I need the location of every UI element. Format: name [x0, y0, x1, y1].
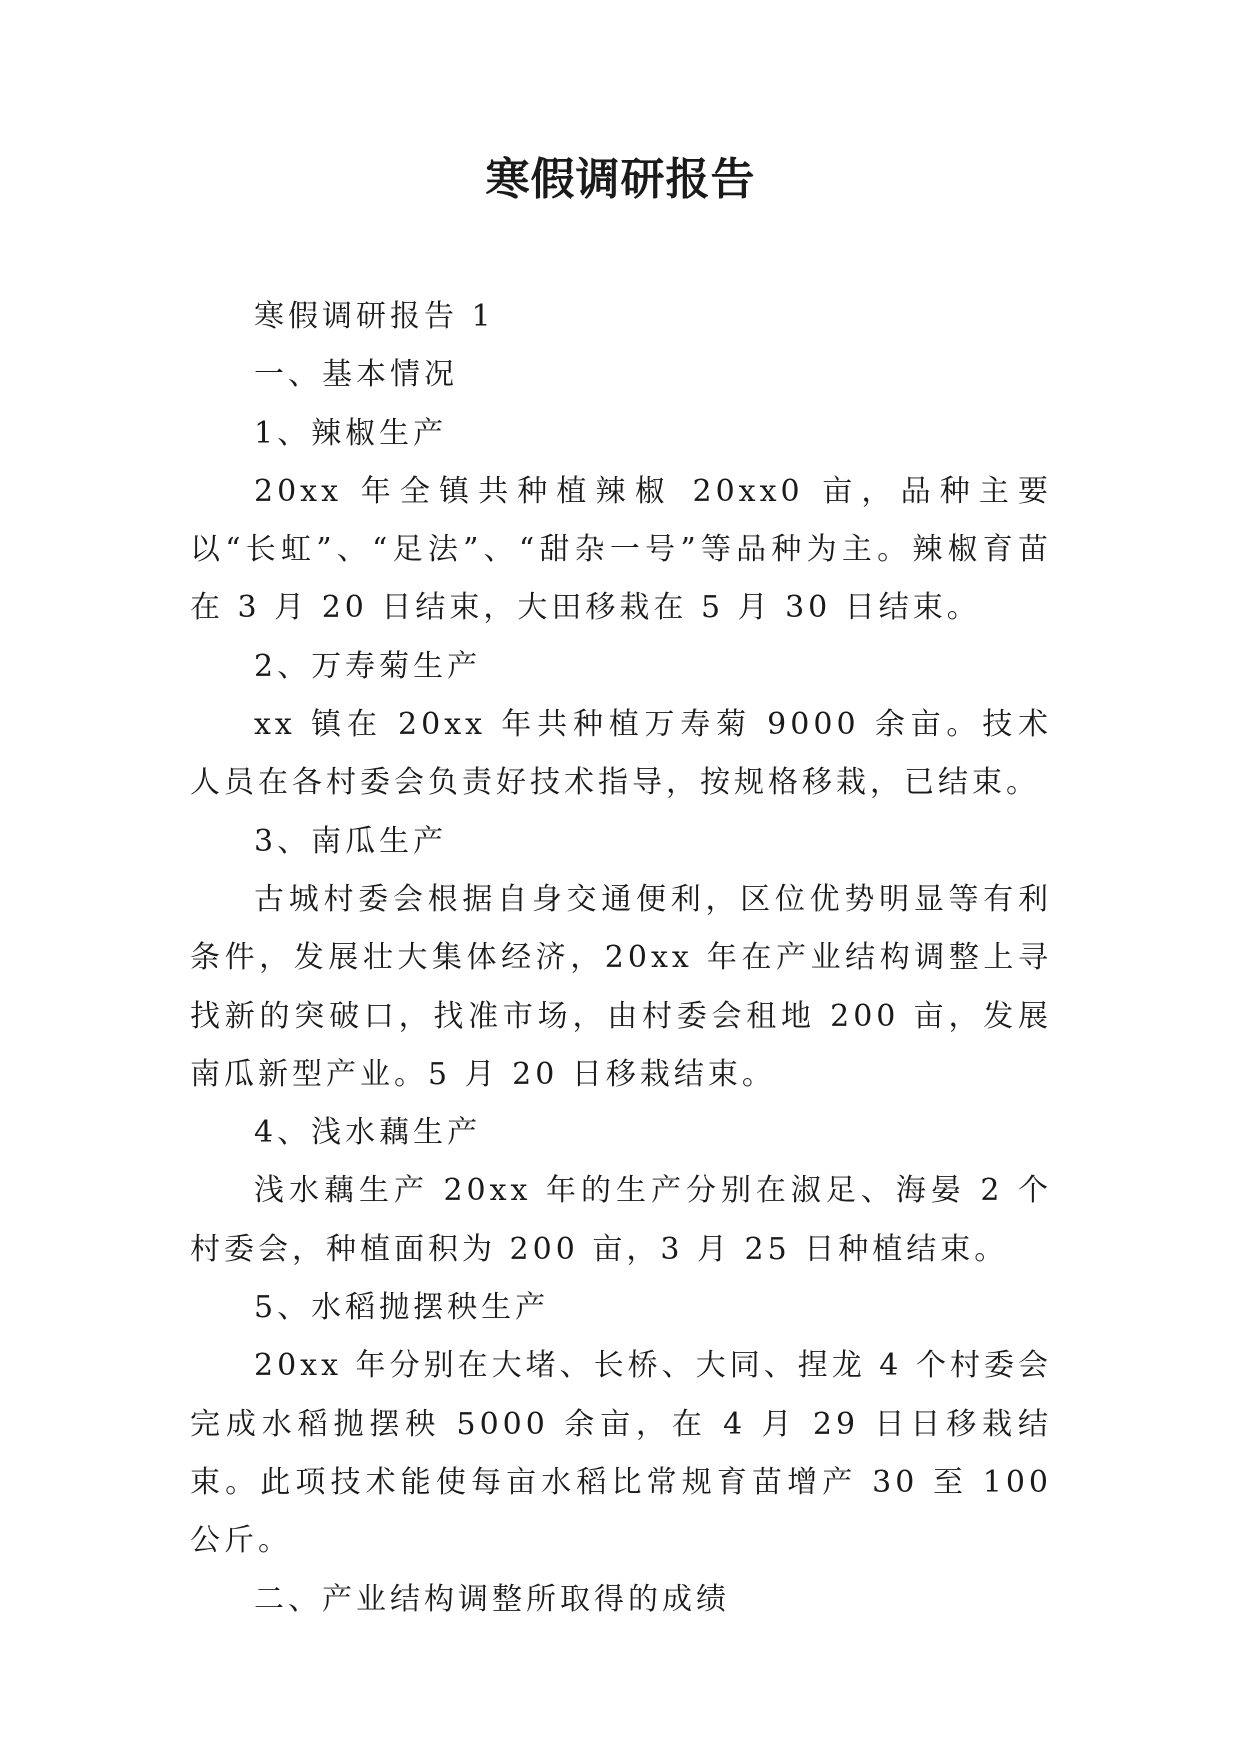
paragraph-rice-seedling-production: 20xx 年分别在大堵、长桥、大同、捏龙 4 个村委会完成水稻抛摆秧 5000 余亩，在 4 月 29 日日移栽结束。此项技术能使每亩水稻比常规育苗增产 30 至 100 公斤。	[190, 1348, 1052, 1559]
document-title: 寒假调研报告	[485, 154, 756, 205]
document-body	[190, 288, 1052, 1629]
paragraph-marigold-production: xx 镇在 20xx 年共种植万寿菊 9000 余亩。技术人员在各村委会负责好技术指导，按规格移栽，已结束。	[190, 707, 1052, 801]
paragraph-chili-production: 20xx 年全镇共种植辣椒 20xx0 亩，品种主要以“长虹”、“足法”、“甜杂一号”等品种为主。辣椒育苗在 3 月 20 日结束，大田移栽在 5 月 30 日结束。	[190, 473, 1052, 626]
paragraph-pumpkin-production: 古城村委会根据自身交通便利，区位优势明显等有利条件，发展壮大集体经济，20xx 年在产业结构调整上寻找新的突破口，找准市场，由村委会租地 200 亩，发展南瓜新型产业。5 月 20 日移栽结束。	[190, 881, 1052, 1092]
paragraph-lotus-root-production: 浅水藕生产 20xx 年的生产分别在淑足、海晏 2 个村委会，种植面积为 200 亩，3 月 25 日种植结束。	[190, 1173, 1052, 1267]
subheading-pumpkin-production: 3、南瓜生产	[254, 823, 448, 859]
report-subtitle: 寒假调研报告 1	[254, 299, 495, 334]
subheading-lotus-root-production: 4、浅水藕生产	[254, 1115, 482, 1151]
section-heading-achievements: 二、产业结构调整所取得的成绩	[254, 1581, 730, 1617]
subheading-chili-production: 1、辣椒生产	[254, 415, 448, 451]
subheading-marigold-production: 2、万寿菊生产	[254, 648, 482, 684]
subheading-rice-seedling-production: 5、水稻抛摆秧生产	[254, 1290, 550, 1326]
section-heading-basic-situation: 一、基本情况	[254, 357, 458, 393]
